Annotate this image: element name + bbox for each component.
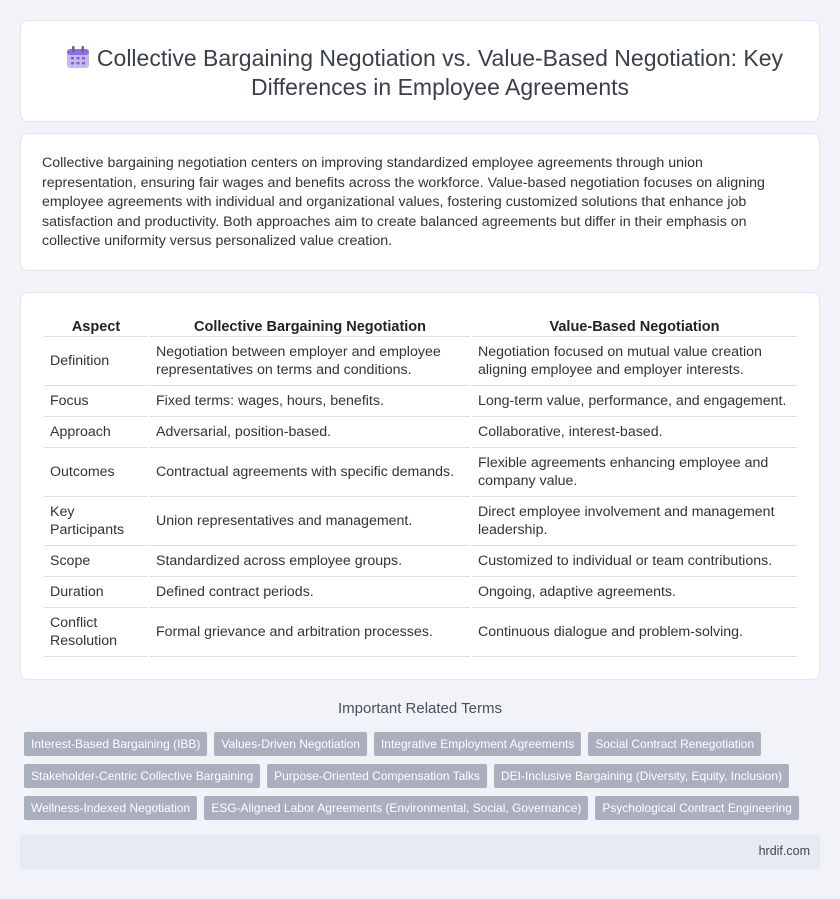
row-value: Flexible agreements enhancing employee and company value.: [472, 448, 797, 497]
related-term-tag[interactable]: Stakeholder-Centric Collective Bargaining: [24, 764, 260, 788]
row-collective: Fixed terms: wages, hours, benefits.: [150, 386, 470, 417]
row-value: Continuous dialogue and problem-solving.: [472, 608, 797, 657]
row-value: Customized to individual or team contributions.: [472, 546, 797, 577]
related-term-tag[interactable]: Values-Driven Negotiation: [214, 732, 367, 756]
page-title: Collective Bargaining Negotiation vs. Value-Based Negotiation: Key Differences in Employee Agreements: [96, 45, 784, 100]
row-collective: Union representatives and management.: [150, 497, 470, 546]
table-row: [44, 386, 797, 417]
row-aspect: Focus: [44, 386, 148, 417]
table-row: [44, 448, 797, 497]
related-term-tag[interactable]: ESG-Aligned Labor Agreements (Environmental, Social, Governance): [204, 796, 588, 820]
tag-row: [24, 764, 824, 788]
row-value: Collaborative, interest-based.: [472, 417, 797, 448]
row-value: Long-term value, performance, and engagement.: [472, 386, 797, 417]
footer: [20, 835, 820, 869]
row-value: Direct employee involvement and management leadership.: [472, 497, 797, 546]
row-collective: Defined contract periods.: [150, 577, 470, 608]
row-aspect: Approach: [44, 417, 148, 448]
table-header-row: [44, 314, 797, 337]
related-terms-title: Important Related Terms: [338, 700, 502, 717]
tag-row: [24, 732, 824, 756]
row-value: Ongoing, adaptive agreements.: [472, 577, 797, 608]
header-value-based: Value-Based Negotiation: [472, 314, 797, 337]
row-aspect: Duration: [44, 577, 148, 608]
row-collective: Negotiation between employer and employee representatives on terms and conditions.: [150, 337, 470, 386]
related-term-tag[interactable]: Wellness-Indexed Negotiation: [24, 796, 197, 820]
related-terms-list: [24, 732, 824, 828]
row-collective: Contractual agreements with specific demands.: [150, 448, 470, 497]
row-aspect: Outcomes: [44, 448, 148, 497]
table-row: [44, 497, 797, 546]
table-row: [44, 577, 797, 608]
row-collective: Formal grievance and arbitration processes.: [150, 608, 470, 657]
table-row: [44, 337, 797, 386]
row-aspect: Key Participants: [44, 497, 148, 546]
row-aspect: Conflict Resolution: [44, 608, 148, 657]
related-term-tag[interactable]: Integrative Employment Agreements: [374, 732, 581, 756]
related-term-tag[interactable]: Interest-Based Bargaining (IBB): [24, 732, 207, 756]
site-name[interactable]: hrdif.com: [758, 844, 810, 858]
related-term-tag[interactable]: Psychological Contract Engineering: [595, 796, 798, 820]
header-aspect: Aspect: [44, 314, 148, 337]
row-value: Negotiation focused on mutual value creation aligning employee and employer interests.: [472, 337, 797, 386]
comparison-table: [42, 314, 799, 657]
table-row: [44, 608, 797, 657]
summary-text: Collective bargaining negotiation centers on improving standardized employee agreements through union representation, ensuring fair wages and benefits across the workforce. Value-based negotiation focuses on aligning employee agreements with individual and organizational values, fostering customized solutions that enhance job satisfaction and productivity. Both approaches aim to create balanced agreements but differ in their emphasis on collective uniformity versus personalized value creation.: [42, 155, 765, 249]
title-card: [20, 20, 820, 122]
comparison-table-card: [20, 292, 820, 680]
summary-card: [20, 133, 820, 271]
row-collective: Standardized across employee groups.: [150, 546, 470, 577]
table-row: [44, 546, 797, 577]
row-collective: Adversarial, position-based.: [150, 417, 470, 448]
header-collective-bargaining: Collective Bargaining Negotiation: [150, 314, 470, 337]
tag-row: [24, 796, 824, 820]
related-term-tag[interactable]: Purpose-Oriented Compensation Talks: [267, 764, 487, 788]
row-aspect: Scope: [44, 546, 148, 577]
table-row: [44, 417, 797, 448]
row-aspect: Definition: [44, 337, 148, 386]
related-term-tag[interactable]: Social Contract Renegotiation: [588, 732, 761, 756]
related-term-tag[interactable]: DEI-Inclusive Bargaining (Diversity, Equity, Inclusion): [494, 764, 789, 788]
